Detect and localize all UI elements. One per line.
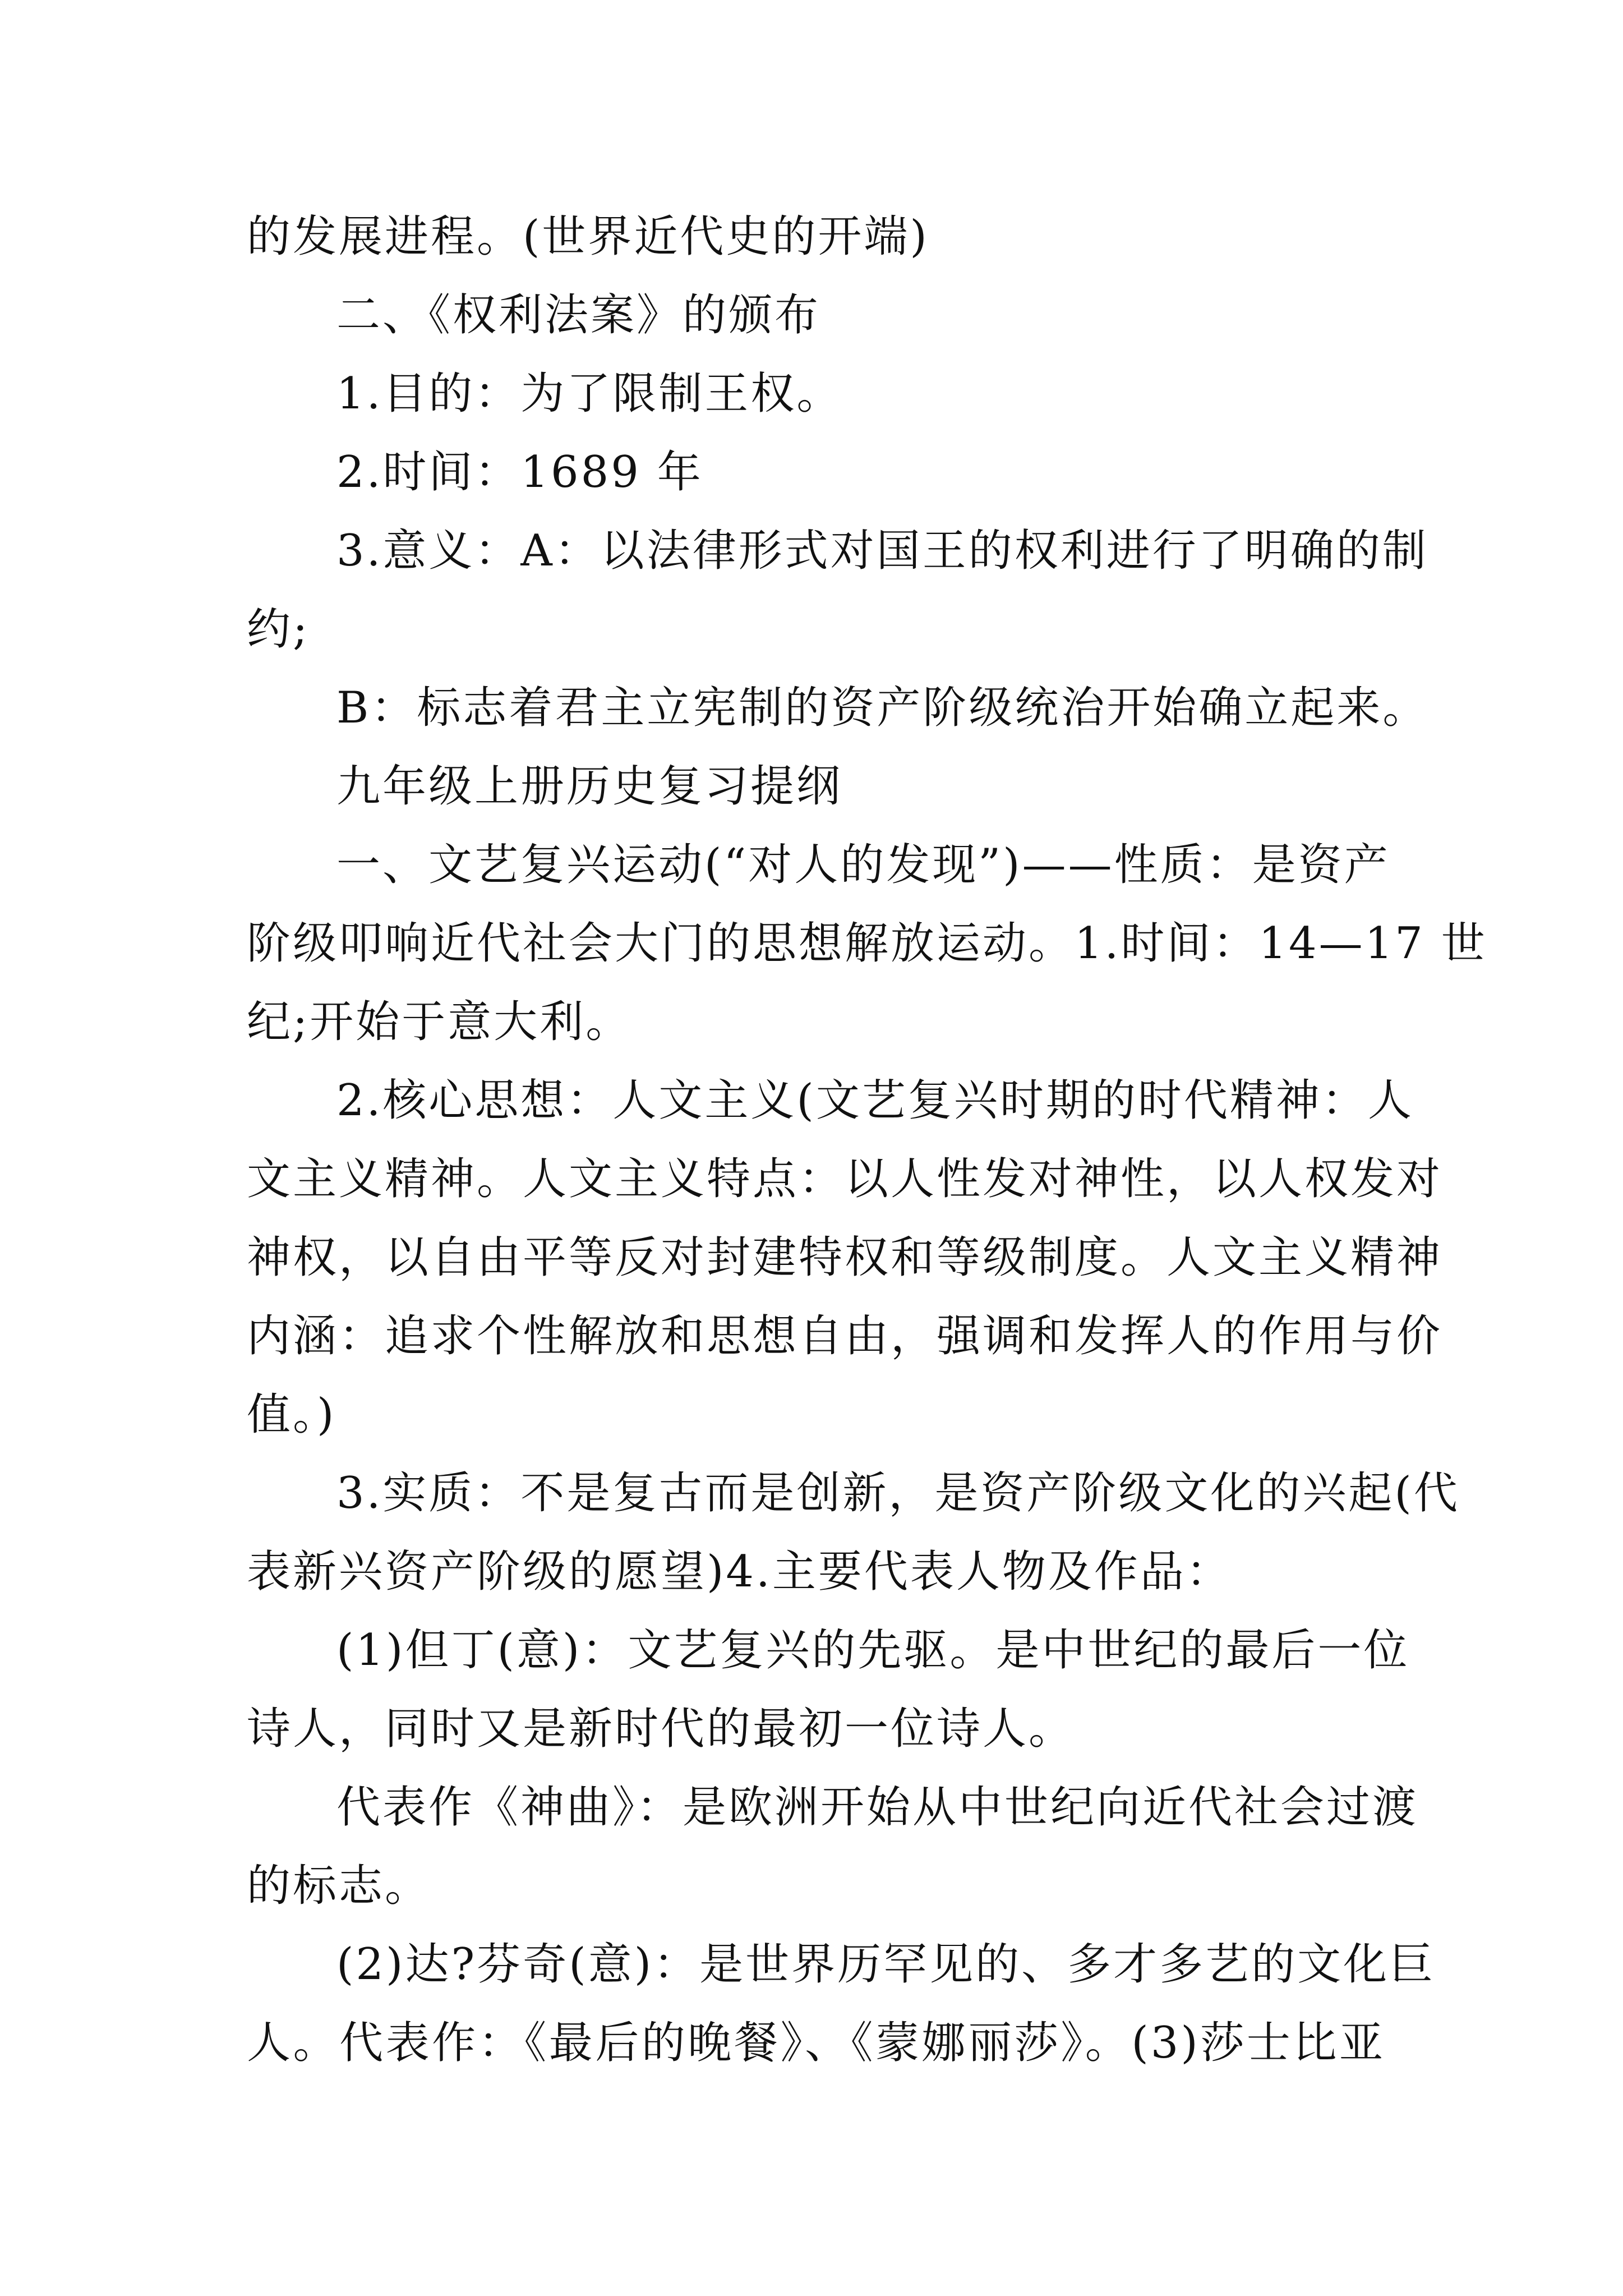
text-line: 2.时间：1689 年: [336, 447, 703, 498]
text-line: B：标志着君主立宪制的资产阶级统治开始确立起来。: [336, 683, 1429, 733]
text-line: (2)达?芬奇(意)：是世界历罕见的、多才多艺的文化巨: [336, 1939, 1436, 1990]
text-line: 纪;开始于意大利。: [247, 997, 632, 1047]
text-line: 值。): [247, 1389, 336, 1440]
text-line: 的标志。: [247, 1861, 431, 1911]
text-line: 阶级叩响近代社会大门的思想解放运动。1.时间：14—17 世: [247, 918, 1487, 969]
text-line: 1.目的：为了限制王权。: [336, 369, 843, 419]
text-line: 表新兴资产阶级的愿望)4.主要代表人物及作品：: [247, 1547, 1232, 1597]
text-line: 内涵：追求个性解放和思想自由，强调和发挥人的作用与价: [247, 1311, 1443, 1361]
text-line: 文主义精神。人文主义特点：以人性发对神性，以人权发对: [247, 1154, 1443, 1204]
text-line: 诗人，同时又是新时代的最初一位诗人。: [247, 1704, 1075, 1754]
text-line: 约;: [247, 604, 310, 655]
text-line: 神权，以自由平等反对封建特权和等级制度。人文主义精神: [247, 1232, 1443, 1283]
text-line: (1)但丁(意)：文艺复兴的先驱。是中世纪的最后一位: [336, 1625, 1410, 1676]
text-line: 的发展进程。(世界近代史的开端): [247, 211, 929, 262]
text-line: 3.实质：不是复古而是创新，是资产阶级文化的兴起(代: [336, 1468, 1460, 1519]
text-line: 3.意义：A：以法律形式对国王的权利进行了明确的制: [336, 526, 1428, 576]
text-line: 人。代表作：《最后的晚餐》、《蒙娜丽莎》。(3)莎士比亚: [247, 2018, 1385, 2068]
text-line: 2.核心思想：人文主义(文艺复兴时期的时代精神：人: [336, 1075, 1414, 1126]
text-line: 一、文艺复兴运动(“对人的发现”)——性质：是资产: [336, 840, 1390, 890]
section-heading: 二、《权利法案》的颁布: [336, 290, 821, 341]
page-heading: 九年级上册历史复习提纲: [336, 761, 843, 812]
text-line: 代表作《神曲》：是欧洲开始从中世纪向近代社会过渡: [336, 1782, 1419, 1833]
